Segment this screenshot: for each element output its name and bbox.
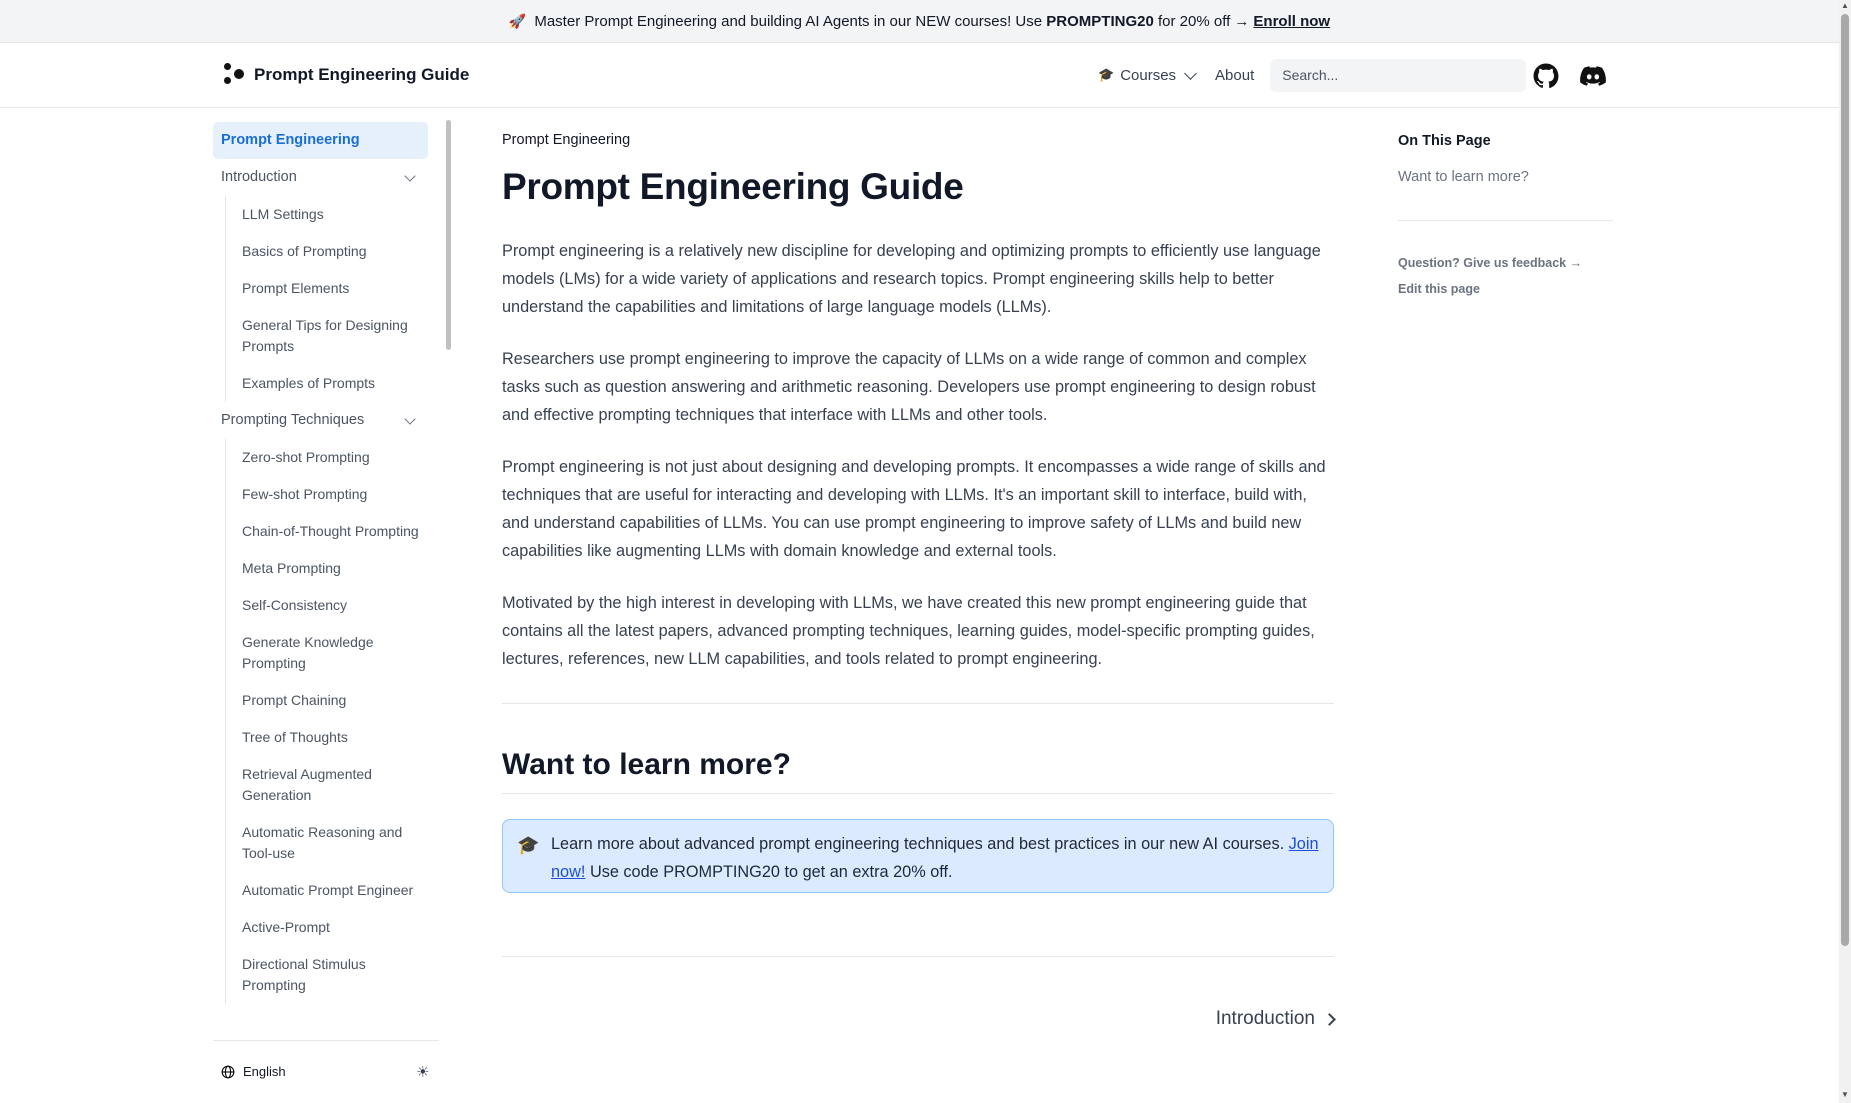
sidebar-folder-introduction[interactable] (213, 159, 428, 196)
language-switcher[interactable] (221, 1064, 286, 1079)
banner-text: Master Prompt Engineering and building AI Agents in our NEW courses! Use (534, 12, 1043, 30)
courses-callout (502, 819, 1334, 893)
sidebar-item[interactable]: Examples of Prompts (242, 375, 376, 391)
join-now-link[interactable]: Join now! (551, 835, 1319, 881)
theme-toggle-sun-icon[interactable]: ☀ (416, 1064, 430, 1081)
sidebar-item[interactable]: Zero-shot Prompting (242, 449, 370, 465)
globe-icon (221, 1065, 235, 1079)
courses-menu[interactable] (1098, 67, 1195, 84)
sidebar-item[interactable]: Directional Stimulus Prompting (242, 956, 366, 993)
sidebar-nav (213, 122, 428, 1004)
sidebar-item-prompt-engineering[interactable]: Prompt Engineering (213, 122, 428, 159)
next-page-label: Introduction (1215, 1008, 1315, 1029)
page-title: Prompt Engineering Guide (502, 166, 964, 207)
sidebar-item[interactable]: Prompt Chaining (242, 692, 347, 708)
feedback-link[interactable]: Question? Give us feedback → (1398, 256, 1583, 270)
nav-right (1098, 57, 1526, 93)
navbar (0, 43, 1839, 108)
enroll-link[interactable]: Enroll now (1253, 12, 1331, 30)
chevron-down-icon (1184, 67, 1197, 80)
divider (1398, 220, 1613, 221)
sidebar-item[interactable]: LLM Settings (242, 206, 324, 222)
sidebar-scrollbar[interactable] (446, 120, 451, 350)
scroll-down-arrow-icon[interactable]: ▼ (1841, 1090, 1849, 1099)
sidebar-item[interactable]: Chain-of-Thought Prompting (242, 523, 419, 539)
divider (502, 956, 1334, 957)
section-heading: Want to learn more? (502, 748, 791, 781)
graduation-cap-icon: 🎓 (1098, 67, 1115, 82)
introduction-subitems (225, 196, 428, 402)
breadcrumb[interactable]: Prompt Engineering (502, 132, 631, 148)
logo[interactable] (222, 63, 469, 87)
courses-label: Courses (1120, 66, 1177, 84)
paragraph: Prompt engineering is a relatively new discipline for developing and optimizing prompts to efficiently use language models (LMs) for a wide variety of applications and research topics. Prompt engineering skills help to better understand the capabilities and limitations of large language models (LLMs). (502, 242, 1321, 316)
sidebar-folder-prompting-techniques[interactable] (213, 402, 428, 439)
chevron-right-icon (1323, 1013, 1336, 1026)
paragraph: Researchers use prompt engineering to improve the capacity of LLMs on a wide range of common and complex tasks such as question answering and arithmetic reasoning. Developers use prompt engineering to design robust and effective prompting techniques that interface with LLMs and other tools. (502, 350, 1316, 424)
sidebar-item[interactable]: Automatic Prompt Engineer (242, 882, 414, 898)
chevron-down-icon (404, 170, 415, 181)
graduation-cap-icon: 🎓 (517, 835, 540, 855)
sidebar-item[interactable]: Retrieval Augmented Generation (242, 766, 372, 803)
sidebar-footer (213, 1040, 439, 1103)
paragraph: Motivated by the high interest in developing with LLMs, we have created this new prompt engineering guide that contains all the latest papers, advanced prompting techniques, learning guides, model-specific prompting guides, lectures, references, new LLM capabilities, and tools related to prompt engineering. (502, 594, 1315, 668)
banner-code: PROMPTING20 (1046, 12, 1154, 30)
language-label: English (243, 1064, 286, 1079)
divider (502, 703, 1334, 704)
callout-message: Learn more about advanced prompt engineering techniques and best practices in our new AI courses. (551, 835, 1285, 853)
divider (502, 793, 1334, 794)
sidebar (213, 108, 439, 1048)
sidebar-item[interactable]: Meta Prompting (242, 560, 341, 576)
sidebar-folder-label: Prompting Techniques (221, 412, 365, 428)
promo-banner (0, 0, 1839, 43)
logo-text: Prompt Engineering Guide (254, 65, 470, 84)
sidebar-item[interactable]: Generate Knowledge Prompting (242, 634, 374, 671)
callout-text (551, 830, 1321, 886)
sidebar-item[interactable]: Tree of Thoughts (242, 729, 348, 745)
toc-link[interactable]: Want to learn more? (1398, 169, 1529, 185)
sidebar-item[interactable]: Active-Prompt (242, 919, 330, 935)
sidebar-item[interactable]: General Tips for Designing Prompts (242, 317, 408, 354)
sidebar-item[interactable]: Few-shot Prompting (242, 486, 368, 502)
next-page-link[interactable] (1216, 1008, 1334, 1030)
techniques-subitems (225, 439, 428, 1004)
page-scrollbar-thumb[interactable] (1841, 14, 1849, 946)
rocket-icon: 🚀 (508, 12, 527, 29)
chevron-down-icon (404, 413, 415, 424)
paragraph: Prompt engineering is not just about designing and developing prompts. It encompasses a wide range of skills and techniques that are useful for interacting and developing with LLMs. It's an important skill to interface, build with, and understand capabilities of LLMs. You can use prompt engineering to improve safety of LLMs and build new capabilities like augmenting LLMs with domain knowledge and external tools. (502, 458, 1326, 560)
edit-page-link[interactable]: Edit this page (1398, 282, 1480, 296)
callout-code-text: Use code PROMPTING20 to get an extra 20% off. (589, 863, 953, 881)
sidebar-item[interactable]: Basics of Prompting (242, 243, 367, 259)
scroll-up-arrow-icon[interactable]: ▲ (1841, 1, 1849, 10)
sidebar-item[interactable]: Prompt Elements (242, 280, 350, 296)
sidebar-item[interactable]: Automatic Reasoning and Tool-use (242, 824, 403, 861)
sidebar-item[interactable]: Self-Consistency (242, 597, 348, 613)
toc-title: On This Page (1398, 133, 1491, 149)
sidebar-folder-label: Introduction (221, 169, 297, 185)
logo-icon (222, 63, 246, 87)
discord-icon[interactable] (1580, 63, 1606, 89)
about-link[interactable]: About (1215, 66, 1255, 84)
github-icon[interactable] (1533, 63, 1559, 89)
search-input[interactable] (1270, 59, 1526, 92)
banner-text-after: for 20% off → (1157, 12, 1250, 30)
